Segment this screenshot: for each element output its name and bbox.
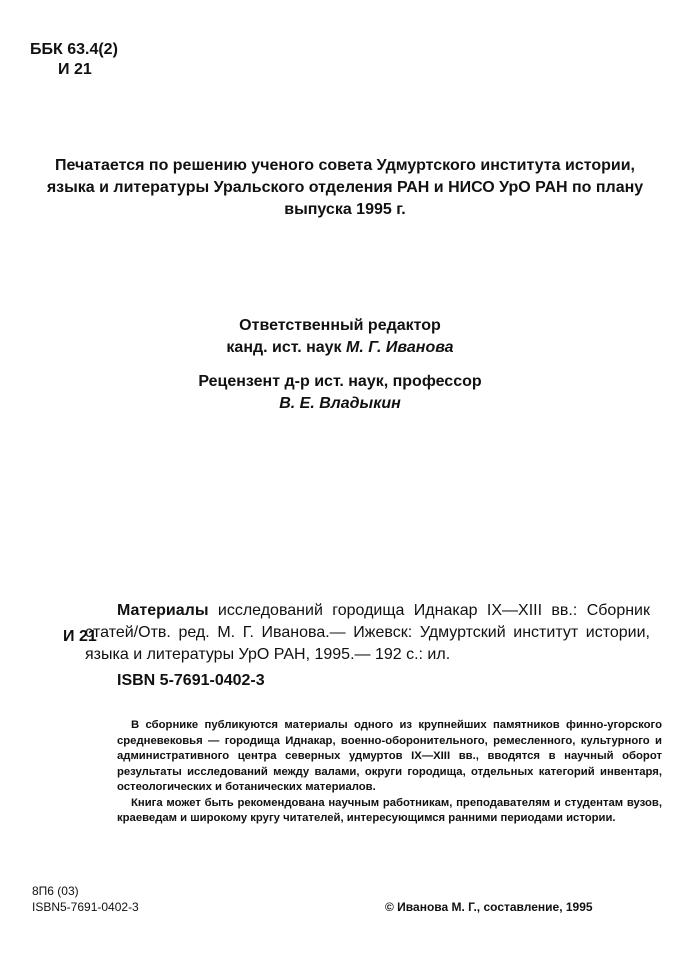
classification-code: 8П6 (03) xyxy=(32,884,79,898)
bbk-code: ББК 63.4(2) xyxy=(30,41,118,58)
bibliography-code: И 21 xyxy=(63,628,97,645)
bbk-index xyxy=(30,40,118,80)
bib-text: исследований городища Иднакар IX—XIII вв.: Сборник статей/Отв. ред. М. Г. Иванова.— Ижевск: Удмуртский институт истории, языка и литературы УрО РАН, 1995.— 192 с.: ил. xyxy=(85,602,650,663)
editor-role: Ответственный редактор xyxy=(239,317,441,334)
copyright: © Иванова М. Г., составление, 1995 xyxy=(385,900,593,914)
author-mark: И 21 xyxy=(58,61,92,78)
editor-block xyxy=(170,315,510,415)
footer-codes xyxy=(32,883,139,915)
footer-isbn: ISBN5-7691-0402-3 xyxy=(32,900,139,914)
annotation xyxy=(117,718,662,827)
reviewer-name: В. Е. Владыкин xyxy=(279,395,401,412)
publication-note: Печатается по решению ученого совета Удмуртского института истории, языка и литературы Уральского отделения РАН и НИСО УрО РАН по плану выпуска 1995 г. xyxy=(46,157,644,218)
bib-title: Материалы xyxy=(117,602,209,619)
editor-degree: канд. ист. наук xyxy=(226,339,342,356)
bib-isbn: ISBN 5-7691-0402-3 xyxy=(117,672,265,689)
annotation-paragraph: Книга может быть рекомендована научным работникам, преподавателям и студентам вузов, краеведам и широкому кругу читателей, интересующимся ранними периодами истории. xyxy=(117,796,662,824)
bibliographic-record xyxy=(85,600,650,692)
annotation-paragraph: В сборнике публикуются материалы одного из крупнейших памятников финно-угорского средневековья — городища Иднакар, военно-оборонительного, ремесленного, культурного и административного центра северных удмуртов IX—XIII вв., вводятся в научный оборот результаты исследований между валами, округи городища, отдельных категорий инвентаря, остеологических и ботанических материалов. xyxy=(117,719,662,793)
editor-name: М. Г. Иванова xyxy=(346,339,454,356)
reviewer-role: Рецензент д-р ист. наук, профессор xyxy=(198,373,482,390)
